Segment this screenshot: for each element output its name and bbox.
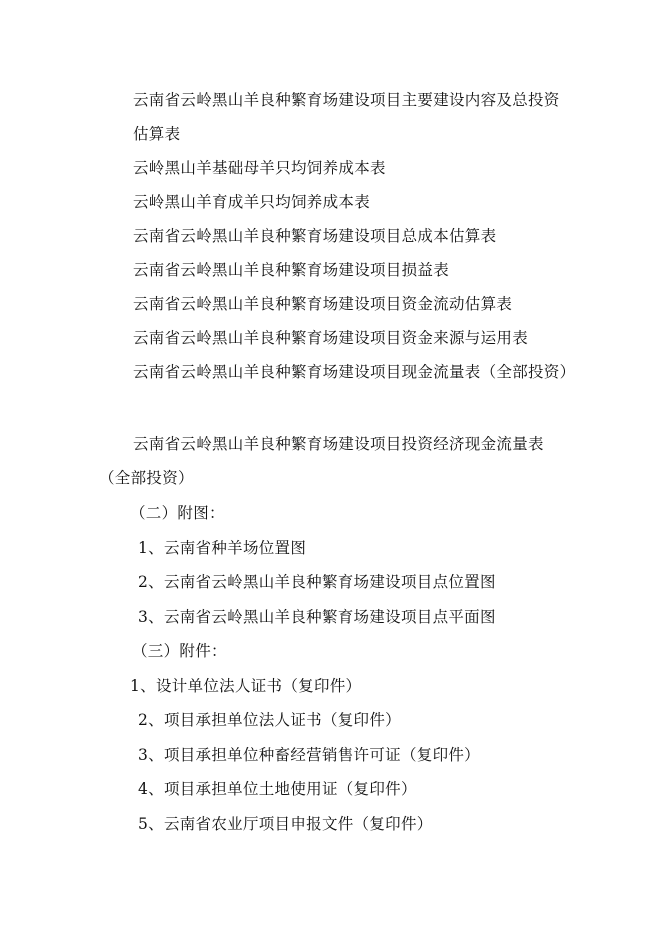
figure-item: 1、云南省种羊场位置图 [138, 539, 307, 557]
attachment-item: 5、云南省农业厅项目申报文件（复印件） [138, 815, 433, 833]
table-title-main-investment-cont: 估算表 [133, 125, 181, 143]
table-title-main-investment: 云南省云岭黑山羊良种繁育场建设项目主要建设内容及总投资 [133, 91, 560, 109]
attachment-item: 2、项目承担单位法人证书（复印件） [138, 711, 401, 729]
figure-item: 2、云南省云岭黑山羊良种繁育场建设项目点位置图 [138, 573, 496, 591]
attachments-heading: （三）附件： [132, 642, 227, 660]
table-title-young-cost: 云岭黑山羊育成羊只均饲养成本表 [133, 193, 371, 211]
table-title-economic-cash-flow: 云南省云岭黑山羊良种繁育场建设项目投资经济现金流量表 [133, 435, 544, 453]
table-title-ewe-cost: 云岭黑山羊基础母羊只均饲养成本表 [133, 159, 386, 177]
table-title-fund-flow: 云南省云岭黑山羊良种繁育场建设项目资金流动估算表 [133, 295, 513, 313]
figure-item: 3、云南省云岭黑山羊良种繁育场建设项目点平面图 [138, 608, 496, 626]
figures-heading: （二）附图： [130, 504, 225, 522]
attachment-item: 4、项目承担单位土地使用证（复印件） [138, 780, 417, 798]
attachment-item: 3、项目承担单位种畜经营销售许可证（复印件） [138, 746, 480, 764]
table-title-total-cost: 云南省云岭黑山羊良种繁育场建设项目总成本估算表 [133, 227, 497, 245]
attachment-item: 1、设计单位法人证书（复印件） [130, 677, 362, 695]
table-title-fund-source: 云南省云岭黑山羊良种繁育场建设项目资金来源与运用表 [133, 329, 529, 347]
table-title-economic-cash-flow-cont: （全部投资） [99, 469, 194, 487]
table-title-profit-loss: 云南省云岭黑山羊良种繁育场建设项目损益表 [133, 261, 450, 279]
table-title-cash-flow: 云南省云岭黑山羊良种繁育场建设项目现金流量表（全部投资） [133, 363, 576, 381]
